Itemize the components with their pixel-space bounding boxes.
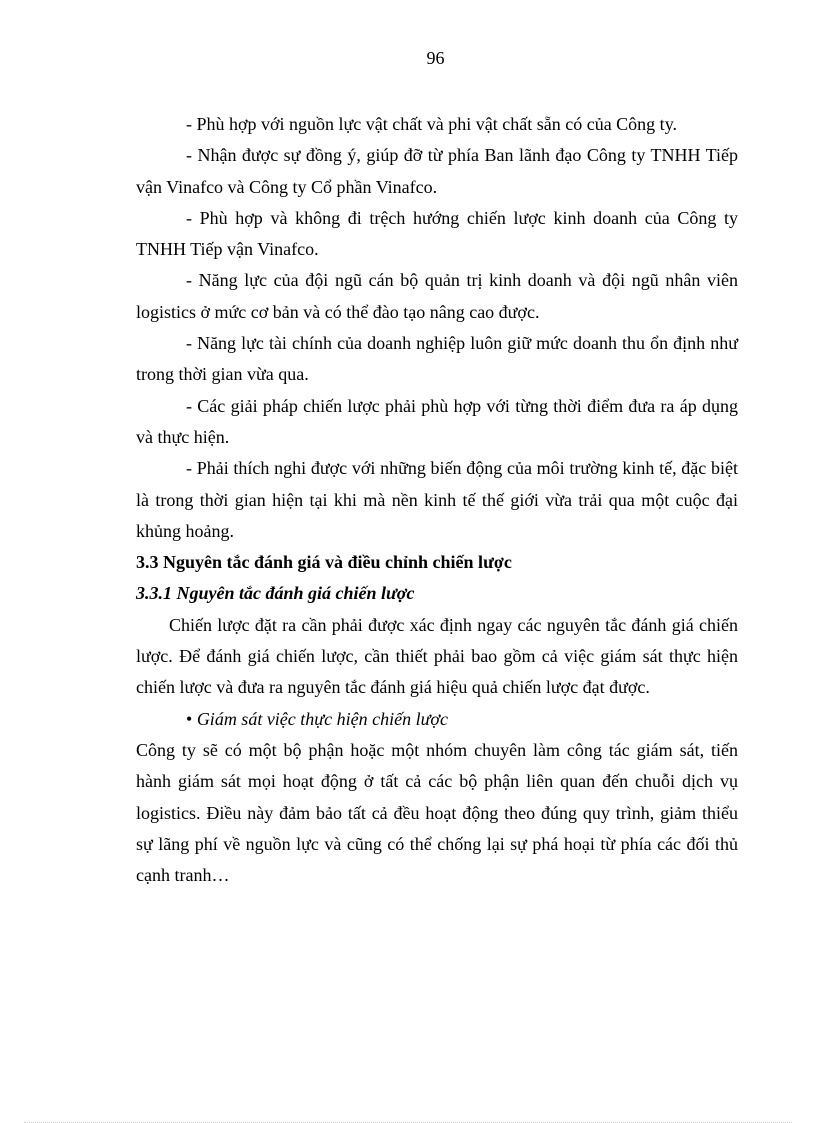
paragraph-1: - Phù hợp với nguồn lực vật chất và phi vật chất sẵn có của Công ty. <box>186 114 678 134</box>
body-paragraph: Công ty sẽ có một bộ phận hoặc một nhóm chuyên làm công tác giám sát, tiến hành giám sát mọi hoạt động ở tất cả các bộ phận liên quan đến chuỗi dịch vụ logistics. Điều này đảm bảo tất cả đều hoạt động theo đúng quy trình, giảm thiểu sự lãng phí về nguồn lực và cũng có thể chống lại sự phá hoại từ phía các đối thủ cạnh tranh… <box>136 739 738 886</box>
paragraph-3: - Phù hợp và không đi trệch hướng chiến lược kinh doanh của Công ty TNHH Tiếp vận Vinafco. <box>136 207 738 260</box>
section-heading: 3.3 Nguyên tắc đánh giá và điều chỉnh chiến lược <box>136 552 512 573</box>
paragraph-2: - Nhận được sự đồng ý, giúp đỡ từ phía Ban lãnh đạo Công ty TNHH Tiếp vận Vinafco và Công ty Cổ phần Vinafco. <box>136 145 738 197</box>
page-number: 96 <box>426 48 445 68</box>
bullet-text: Giám sát việc thực hiện chiến lược <box>196 708 448 729</box>
paragraph-7: - Phải thích nghi được với những biến động của môi trường kinh tế, đặc biệt là trong thời gian hiện tại khi mà nền kinh tế thế giới vừa trải qua một cuộc đại khủng hoảng. <box>136 458 738 541</box>
document-body <box>136 109 738 891</box>
paragraph-5: - Năng lực tài chính của doanh nghiệp luôn giữ mức doanh thu ổn định như trong thời gian vừa qua. <box>136 333 738 385</box>
bullet-icon: • <box>186 708 193 729</box>
paragraph-4: - Năng lực của đội ngũ cán bộ quản trị kinh doanh và đội ngũ nhân viên logistics ở mức cơ bản và có thể đào tạo nâng cao được. <box>136 270 738 322</box>
subsection-heading: 3.3.1 Nguyên tắc đánh giá chiến lược <box>136 583 415 604</box>
bullet-item <box>136 704 738 735</box>
intro-paragraph: Chiến lược đặt ra cần phải được xác định ngay các nguyên tắc đánh giá chiến lược. Để đánh giá chiến lược, cần thiết phải bao gồm cả việc giám sát thực hiện chiến lược và đưa ra nguyên tắc đánh giá hiệu quả chiến lược đạt được. <box>136 614 738 698</box>
paragraph-6: - Các giải pháp chiến lược phải phù hợp với từng thời điểm đưa ra áp dụng và thực hiện. <box>136 395 738 447</box>
